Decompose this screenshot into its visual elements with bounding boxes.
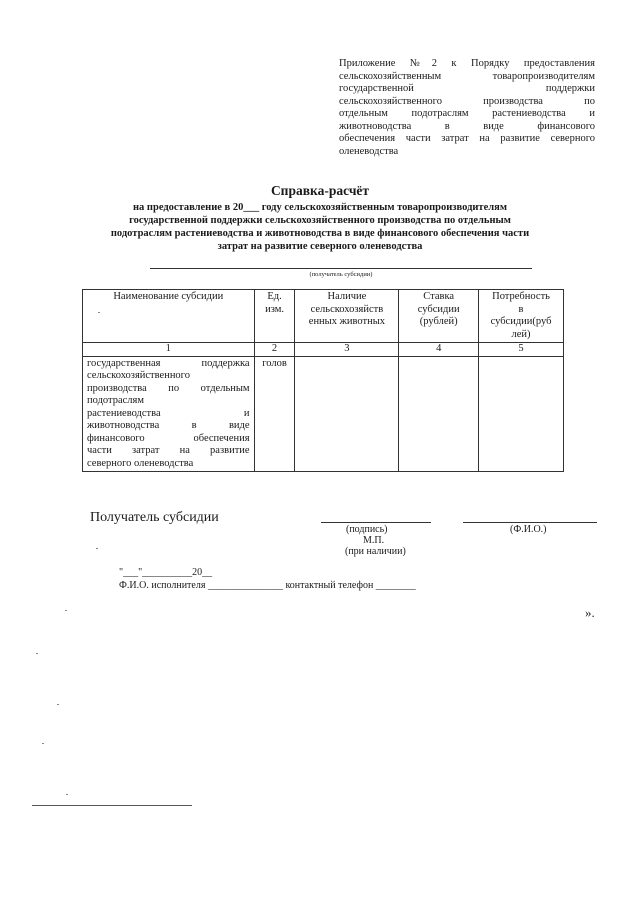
date-line[interactable]: "___"__________20__ — [119, 567, 213, 578]
executor-phone[interactable]: контактный телефон ________ — [285, 580, 416, 591]
recipient-label: Получатель субсидии — [90, 510, 219, 525]
table-row — [83, 356, 564, 472]
subtitle-line: на предоставление в 20___ году сельскохозяйственным товаропроизводителям — [133, 202, 507, 213]
appendix-line: Приложение №2 к Порядку предоставления — [339, 58, 595, 69]
scan-speck — [98, 312, 100, 313]
signature-caption: (подпись) — [346, 524, 388, 535]
column-number: 1 — [83, 343, 255, 357]
fio-line[interactable] — [463, 522, 597, 523]
appendix-line: животноводства в виде финансового — [339, 120, 595, 132]
scan-speck — [57, 704, 59, 705]
subtitle-line: государственной поддержки сельскохозяйственного производства по отдельным — [129, 215, 511, 226]
document-title: Справка-расчёт — [270, 183, 370, 198]
appendix-line: отдельным подотраслям растениеводства и — [339, 108, 595, 119]
scan-speck — [65, 610, 67, 611]
column-number: 3 — [295, 343, 399, 357]
appendix-line: обеспечения части затрат на развитие северного — [339, 133, 595, 144]
cell-subsidy-name: государственная поддержка сельскохозяйственного производства по отдельным подотраслям растениеводства и животноводства в виде финансового обеспечения части затрат на развитие северного оленеводства — [83, 356, 255, 472]
executor-line — [119, 580, 416, 591]
signature-line[interactable] — [321, 522, 431, 523]
stamp-note: (при наличии) — [345, 546, 406, 557]
header-need: Потребность в субсидии(руб лей) — [479, 290, 564, 343]
stamp-label: М.П. — [363, 535, 385, 546]
closing-quote: ». — [585, 605, 595, 620]
appendix-line: оленеводства — [339, 145, 399, 157]
appendix-line: сельскохозяйственным товаропроизводителям — [339, 70, 595, 82]
table-column-numbers — [83, 343, 564, 357]
cell-animals[interactable] — [295, 356, 399, 472]
appendix-note — [339, 58, 595, 158]
fio-caption: (Ф.И.О.) — [510, 524, 547, 535]
column-number: 4 — [399, 343, 479, 357]
scan-speck — [42, 743, 44, 744]
footnote-rule — [32, 805, 192, 806]
recipient-field-line[interactable] — [150, 268, 532, 269]
appendix-line: государственной поддержки — [339, 83, 595, 94]
header-rate: Ставка субсидии (рублей) — [399, 290, 479, 343]
header-subsidy-name: Наименование субсидии — [83, 290, 255, 343]
subtitle-line: подотраслям растениеводства и животноводства в виде финансового обеспечения части — [110, 228, 530, 239]
subsidy-table — [82, 289, 564, 472]
scan-speck — [66, 794, 68, 795]
appendix-line: сельскохозяйственного производства по — [339, 95, 595, 107]
cell-rate[interactable] — [399, 356, 479, 472]
executor-label[interactable]: Ф.И.О. исполнителя _______________ — [119, 580, 283, 591]
document-subtitle — [100, 201, 540, 253]
header-animals: Наличие сельскохозяйств енных животных — [295, 290, 399, 343]
table-header-row — [83, 290, 564, 343]
cell-unit: голов — [254, 356, 295, 472]
header-unit: Ед. изм. — [254, 290, 295, 343]
scan-speck — [96, 548, 98, 549]
cell-need[interactable] — [479, 356, 564, 472]
recipient-caption: (получатель субсидии) — [309, 271, 373, 278]
column-number: 2 — [254, 343, 295, 357]
scan-speck — [36, 653, 38, 654]
subtitle-line: затрат на развитие северного оленеводства — [217, 241, 423, 252]
column-number: 5 — [479, 343, 564, 357]
